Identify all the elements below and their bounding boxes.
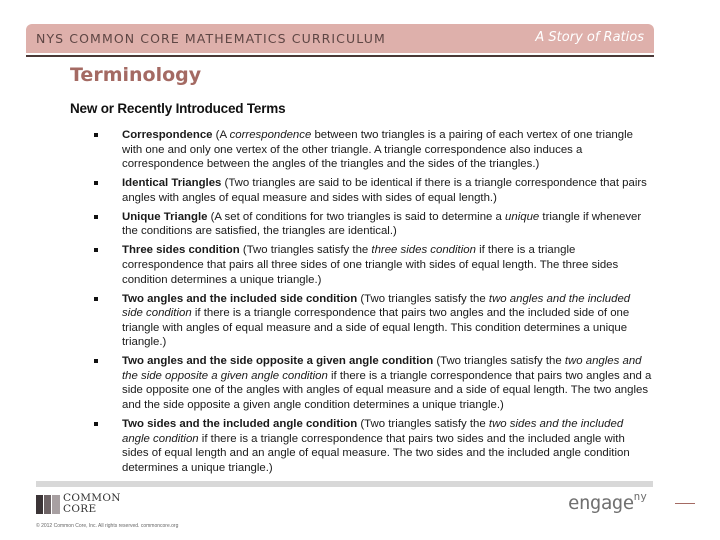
logo-line-1: COMMON (63, 492, 121, 504)
term-item (94, 176, 654, 205)
curriculum-header-bar (26, 24, 654, 53)
term-emphasis: unique (505, 210, 540, 223)
square-bullet-icon (94, 133, 98, 137)
engage-superscript: ny (633, 490, 647, 503)
term-name: Two sides and the included angle condition (122, 418, 358, 431)
term-name: Correspondence (122, 129, 213, 141)
term-definition: triangle if whenever the conditions are satisfied, the triangles are identical.) (122, 210, 642, 238)
term-item (94, 243, 654, 287)
square-bullet-icon (94, 215, 98, 219)
curriculum-name: NYS COMMON CORE MATHEMATICS CURRICULUM (36, 31, 386, 46)
term-name: Three sides condition (122, 244, 240, 257)
term-item (94, 128, 654, 172)
term-definition: (Two triangles are said to be identical if there is a triangle correspondence that pairs angles with angles of equal measure and sides with sides of equal length.) (122, 177, 647, 204)
term-item (94, 292, 654, 350)
term-definition: if there is a triangle correspondence that pairs two sides and the included angle with sides of equal length and an angle of equal measure. The two sides and the included angle condition determines a unique triangle.) (122, 432, 630, 474)
logo-bar-icon (52, 495, 60, 514)
term-name: Identical Triangles (122, 177, 222, 190)
term-definition: (A set of conditions for two triangles is said to determine a (207, 210, 506, 223)
decorative-dash (675, 503, 695, 504)
square-bullet-icon (94, 359, 98, 363)
term-emphasis: two angles and the included side condition (122, 292, 631, 320)
page-title: Terminology (70, 64, 202, 86)
logo-bar-icon (36, 495, 43, 514)
term-definition: between two triangles is a pairing of each vertex of one triangle with one and only one vertex of the other triangle. A triangle correspondence also induces a correspondence between the angles of the triangles and the sides of the triangles.) (122, 129, 633, 171)
term-item (94, 417, 654, 475)
term-name: Unique Triangle (122, 210, 208, 223)
square-bullet-icon (94, 297, 98, 301)
term-definition: (Two triangles satisfy the (433, 355, 565, 368)
term-emphasis: two angles and the side opposite a given angle condition (122, 355, 642, 382)
engageny-logo (568, 492, 647, 514)
term-definition: if there is a triangle correspondence that pairs all three sides of one triangle with sides of equal length. The three sides condition determines a unique triangle.) (122, 244, 619, 286)
copyright-notice: © 2012 Common Core, Inc. All rights reserved. commoncore.org (36, 523, 179, 529)
logo-line-2: CORE (63, 502, 97, 515)
term-emphasis: three sides condition (371, 244, 476, 257)
term-definition: if there is a triangle correspondence that pairs two angles and a side opposite one of the angles with angles of equal measure and a side of equal length. The two angles and the side opposite a given angle condition determines a unique triangle.) (122, 369, 652, 412)
term-name: Two angles and the included side condition (122, 292, 358, 305)
term-definition: if there is a triangle correspondence that pairs two angles and the included side of one triangle with angles of equal measure and a side of equal length. This condition determines a unique triangle.) (122, 307, 630, 349)
logo-bar-icon (44, 495, 51, 514)
term-definition: (Two triangles satisfy the (357, 418, 489, 431)
term-definition: (A (212, 129, 230, 141)
common-core-logo (36, 492, 126, 517)
term-item (94, 210, 654, 239)
term-definition: (Two triangles satisfy the (239, 244, 372, 257)
square-bullet-icon (94, 248, 98, 252)
terms-list (94, 128, 654, 480)
square-bullet-icon (94, 422, 98, 426)
term-definition: (Two triangles satisfy the (357, 292, 489, 305)
term-emphasis: two sides and the included angle condition (122, 418, 624, 445)
header-divider (26, 55, 654, 57)
module-name: A Story of Ratios (535, 30, 644, 45)
term-item (94, 354, 654, 412)
section-title: New or Recently Introduced Terms (70, 101, 286, 116)
footer-divider (36, 481, 653, 487)
square-bullet-icon (94, 181, 98, 185)
term-name: Two angles and the side opposite a given angle condition (122, 355, 434, 368)
term-emphasis: correspondence (229, 129, 312, 141)
logo-text (63, 493, 121, 514)
engage-text: engage (568, 492, 634, 514)
